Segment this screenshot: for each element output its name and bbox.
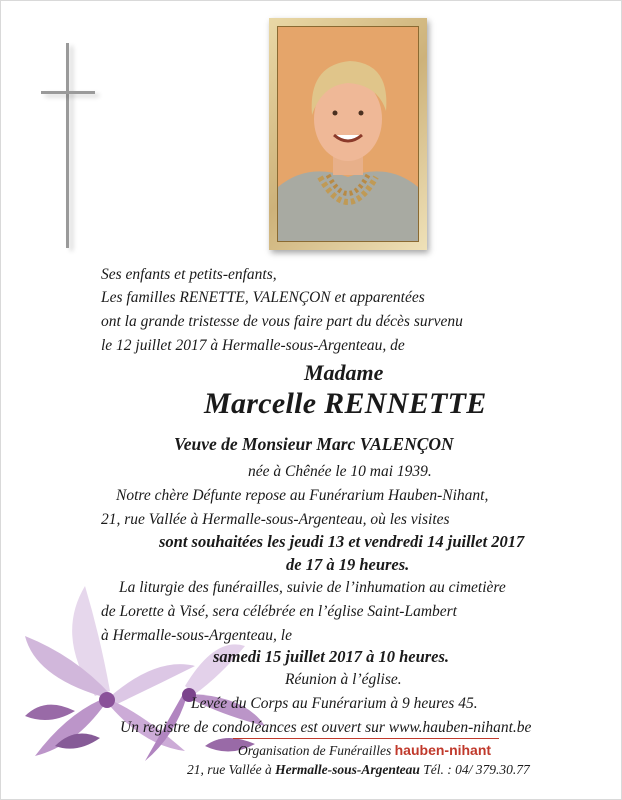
- liturgy-line: de Lorette à Visé, sera célébrée en l’église Saint-Lambert: [101, 603, 457, 620]
- intro-line: Les familles RENETTE, VALENÇON et apparentées: [101, 289, 425, 306]
- closing-line: Levée du Corps au Funérarium à 9 heures 45.: [191, 695, 478, 712]
- address-phone: Tél. : 04/ 379.30.77: [423, 762, 530, 777]
- birth-line: née à Chênée le 10 mai 1939.: [248, 463, 432, 480]
- title-madame: Madame: [304, 360, 384, 385]
- intro-line: ont la grande tristesse de vous faire part du décès survenu: [101, 313, 463, 330]
- widow-of: Veuve de Monsieur Marc VALENÇON: [174, 434, 454, 454]
- address-town: Hermalle-sous-Argenteau: [275, 762, 420, 777]
- closing-line: Un registre de condoléances est ouvert sur www.hauben-nihant.be: [120, 719, 532, 736]
- liturgy-line: La liturgie des funérailles, suivie de l’inhumation au cimetière: [119, 579, 506, 596]
- address-prefix: 21, rue Vallée à: [187, 762, 272, 777]
- ceremony-date: samedi 15 juillet 2017 à 10 heures.: [213, 647, 450, 666]
- closing-line: Réunion à l’église.: [285, 671, 402, 688]
- body-line: 21, rue Vallée à Hermalle-sous-Argenteau, où les visites: [101, 511, 450, 528]
- organizer-brand: hauben-nihant: [394, 742, 492, 758]
- cross-icon: [39, 43, 103, 253]
- visits-hours: de 17 à 19 heures.: [286, 555, 410, 574]
- portrait-photo: [277, 26, 419, 242]
- liturgy-line: à Hermalle-sous-Argenteau, le: [101, 627, 292, 644]
- organizer-prefix: Organisation de Funérailles: [238, 743, 392, 758]
- body-line: Notre chère Défunte repose au Funérarium Hauben-Nihant,: [116, 487, 489, 504]
- intro-line: le 12 juillet 2017 à Hermalle-sous-Argenteau, de: [101, 337, 405, 354]
- intro-line: Ses enfants et petits-enfants,: [101, 266, 277, 283]
- portrait-frame: [269, 18, 427, 250]
- deceased-name: Marcelle RENNETTE: [204, 387, 487, 420]
- footer-divider: [233, 738, 499, 739]
- address-line: [187, 762, 530, 778]
- visits-dates: sont souhaitées les jeudi 13 et vendredi 14 juillet 2017: [159, 532, 525, 551]
- organizer-line: [238, 742, 491, 759]
